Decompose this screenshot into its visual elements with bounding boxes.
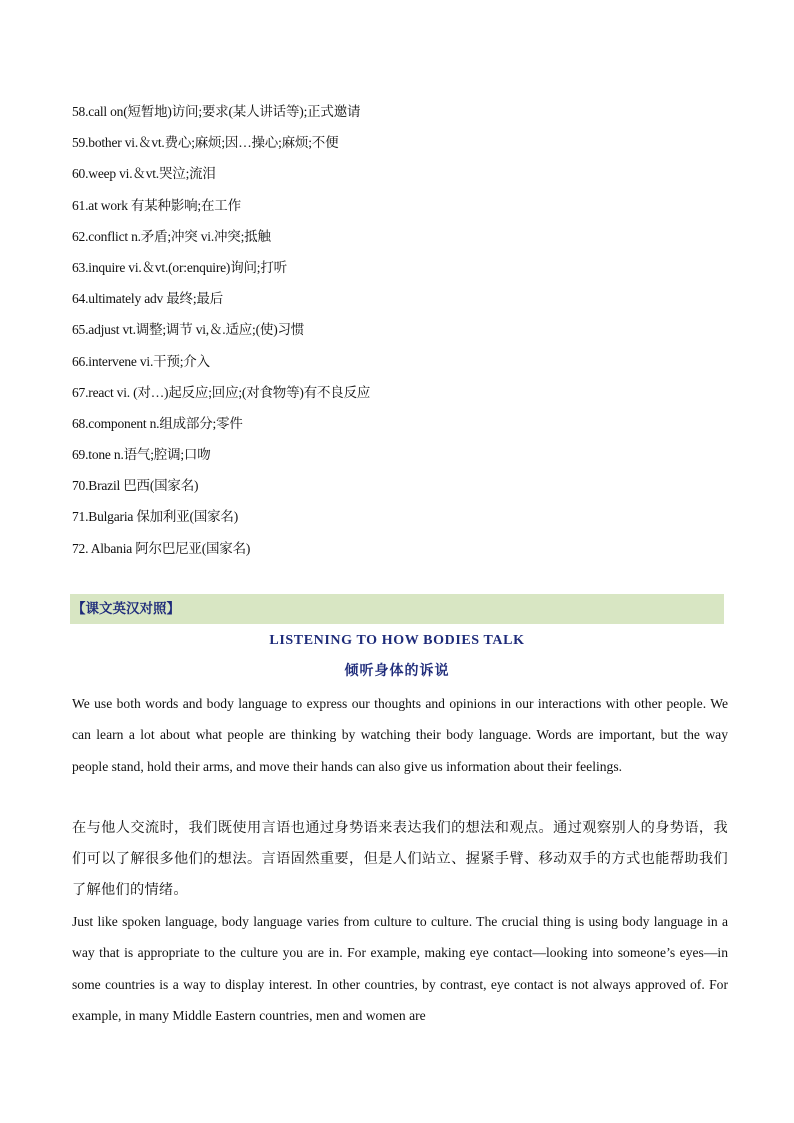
vocab-item-72: 72. Albania 阿尔巴尼亚(国家名) (72, 540, 251, 556)
article-paragraph-english-2: Just like spoken language, body language varies from culture to culture. The crucial thing is using body language in a way that is appropriate to the culture you are in. For example, making eye contact—looking into someone’s eyes—in some countries is a way to display interest. In other countries, by contrast, eye contact is not always approved of. For example, in many Middle Eastern countries, men and women are (72, 914, 728, 1023)
vocab-item-61: 61.at work 有某种影响;在工作 (72, 197, 241, 213)
vocab-item-60: 60.weep vi.＆vt.哭泣;流泪 (72, 166, 216, 182)
vocab-item-69: 69.tone n.语气;腔调;口吻 (72, 447, 211, 463)
vocab-item-62: 62.conflict n.矛盾;冲突 vi.冲突;抵触 (72, 228, 271, 244)
vocab-item-58: 58.call on(短暂地)访问;要求(某人讲话等);正式邀请 (72, 104, 361, 119)
article-title-english: LISTENING TO HOW BODIES TALK (269, 633, 525, 648)
vocab-item-63: 63.inquire vi.＆vt.(or:enquire)询问;打听 (72, 259, 287, 275)
article-title-chinese: 倾听身体的诉说 (344, 664, 450, 679)
vocab-item-59: 59.bother vi.＆vt.费心;麻烦;因…操心;麻烦;不便 (72, 135, 339, 151)
article-paragraph-chinese-1: 在与他人交流时，我们既使用言语也通过身势语来表达我们的想法和观点。通过观察别人的身势语，我们可以了解很多他们的想法。言语固然重要，但是人们站立、握紧手臂、移动双手的方式也能帮助我们了解他们的情绪。 (72, 820, 728, 898)
vocabulary-list (72, 96, 732, 564)
vocab-item-65: 65.adjust vt.调整;调节 vi,＆.适应;(使)习惯 (72, 322, 305, 338)
vocab-item-71: 71.Bulgaria 保加利亚(国家名) (72, 509, 239, 525)
section-heading-bar (70, 594, 724, 624)
vocab-item-66: 66.intervene vi.干预;介入 (72, 353, 210, 369)
vocab-item-68: 68.component n.组成部分;零件 (72, 415, 243, 431)
vocab-item-70: 70.Brazil 巴西(国家名) (72, 478, 199, 494)
vocab-item-67: 67.react vi. (对…)起反应;回应;(对食物等)有不良反应 (72, 384, 371, 400)
article-paragraph-english-1: We use both words and body language to express our thoughts and opinions in our interactions with other people. We can learn a lot about what people are thinking by watching their body language. Words are important, but the way people stand, hold their arms, and move their hands can also give us information about their feelings. (72, 696, 728, 774)
section-heading: 【课文英汉对照】 (72, 601, 180, 616)
vocab-item-64: 64.ultimately adv 最终;最后 (72, 291, 224, 307)
